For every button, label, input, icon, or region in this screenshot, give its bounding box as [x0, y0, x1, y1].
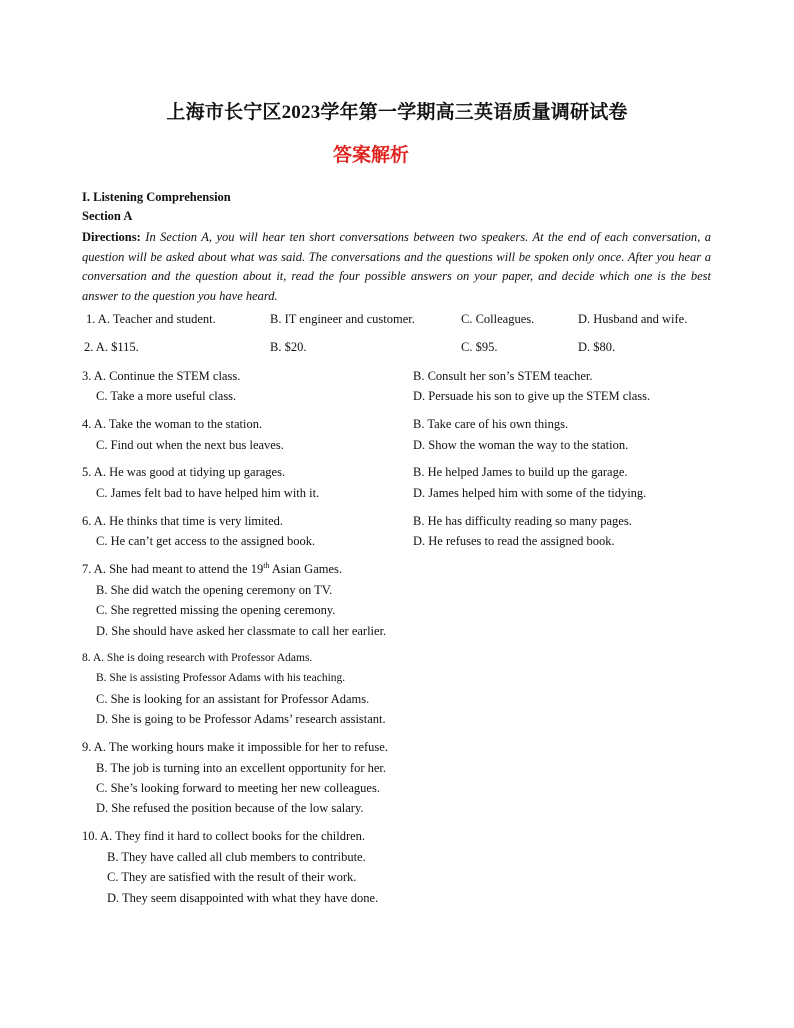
- q1-option-a: 1. A. Teacher and student.: [86, 312, 216, 326]
- q6-option-a: 6. A. He thinks that time is very limited.: [82, 514, 284, 528]
- q7-option-a-text: 7. A. She had meant to attend the 19: [82, 562, 264, 576]
- q5-option-a: 5. A. He was good at tidying up garages.: [82, 465, 286, 479]
- q8-option-b: B. She is assisting Professor Adams with his teaching.: [96, 672, 346, 684]
- q3-option-b: B. Consult her son’s STEM teacher.: [413, 369, 593, 383]
- q5-option-b: B. He helped James to build up the garage.: [413, 465, 628, 479]
- q3-option-a: 3. A. Continue the STEM class.: [82, 369, 241, 383]
- q7-option-b: B. She did watch the opening ceremony on TV.: [96, 583, 333, 597]
- q10-option-a: 10. A. They find it hard to collect books for the children.: [82, 829, 366, 843]
- q2-option-c: C. $95.: [461, 340, 498, 354]
- page-subtitle: 答案解析: [333, 145, 410, 166]
- directions-text: In Section A, you will hear ten short conversations between two speakers. At the end of each conversation, a question will be asked about what was said. The conversations and the questions will be spoken only once. After you hear a conversation and the question about it, read the four possible answers on your paper, and decide which one is the best answer to the question you have heard.: [82, 230, 711, 303]
- q1-option-b: B. IT engineer and customer.: [270, 312, 415, 326]
- q6-option-c: C. He can’t get access to the assigned book.: [96, 534, 316, 548]
- q1-option-d: D. Husband and wife.: [578, 312, 688, 326]
- q6-option-d: D. He refuses to read the assigned book.: [413, 534, 615, 548]
- q10-option-c: C. They are satisfied with the result of their work.: [107, 870, 357, 884]
- q8-option-a: 8. A. She is doing research with Professor Adams.: [82, 652, 313, 664]
- q3-option-d: D. Persuade his son to give up the STEM class.: [413, 389, 651, 403]
- q4-option-a: 4. A. Take the woman to the station.: [82, 417, 263, 431]
- q4-option-c: C. Find out when the next bus leaves.: [96, 438, 284, 452]
- q2-option-a: 2. A. $115.: [84, 340, 139, 354]
- q9-option-c: C. She’s looking forward to meeting her new colleagues.: [96, 781, 380, 795]
- q9-option-a: 9. A. The working hours make it impossible for her to refuse.: [82, 740, 388, 754]
- q1-option-c: C. Colleagues.: [461, 312, 535, 326]
- q9-option-d: D. She refused the position because of the low salary.: [96, 801, 364, 815]
- q6-option-b: B. He has difficulty reading so many pages.: [413, 514, 632, 528]
- q5-option-d: D. James helped him with some of the tidying.: [413, 486, 647, 500]
- q7-ordinal-suffix: th: [263, 560, 270, 570]
- q4-option-d: D. Show the woman the way to the station.: [413, 438, 629, 452]
- part-heading: I. Listening Comprehension: [82, 190, 231, 204]
- q8-option-c: C. She is looking for an assistant for Professor Adams.: [96, 692, 370, 706]
- q7-option-a: [82, 562, 342, 577]
- directions-label: Directions:: [82, 230, 141, 244]
- q10-option-b: B. They have called all club members to contribute.: [107, 850, 366, 864]
- q8-option-d: D. She is going to be Professor Adams’ research assistant.: [96, 712, 386, 726]
- directions-paragraph: [82, 228, 711, 306]
- q2-option-b: B. $20.: [270, 340, 307, 354]
- q7-option-c: C. She regretted missing the opening ceremony.: [96, 603, 336, 617]
- section-heading: Section A: [82, 209, 133, 223]
- q7-option-a-text-end: Asian Games.: [269, 562, 343, 576]
- q5-option-c: C. James felt bad to have helped him with it.: [96, 486, 320, 500]
- q10-option-d: D. They seem disappointed with what they have done.: [107, 891, 379, 905]
- q3-option-c: C. Take a more useful class.: [96, 389, 237, 403]
- q9-option-b: B. The job is turning into an excellent opportunity for her.: [96, 761, 386, 775]
- q7-option-d: D. She should have asked her classmate to call her earlier.: [96, 624, 387, 638]
- page-title: 上海市长宁区2023学年第一学期高三英语质量调研试卷: [166, 102, 628, 123]
- q4-option-b: B. Take care of his own things.: [413, 417, 569, 431]
- q2-option-d: D. $80.: [578, 340, 616, 354]
